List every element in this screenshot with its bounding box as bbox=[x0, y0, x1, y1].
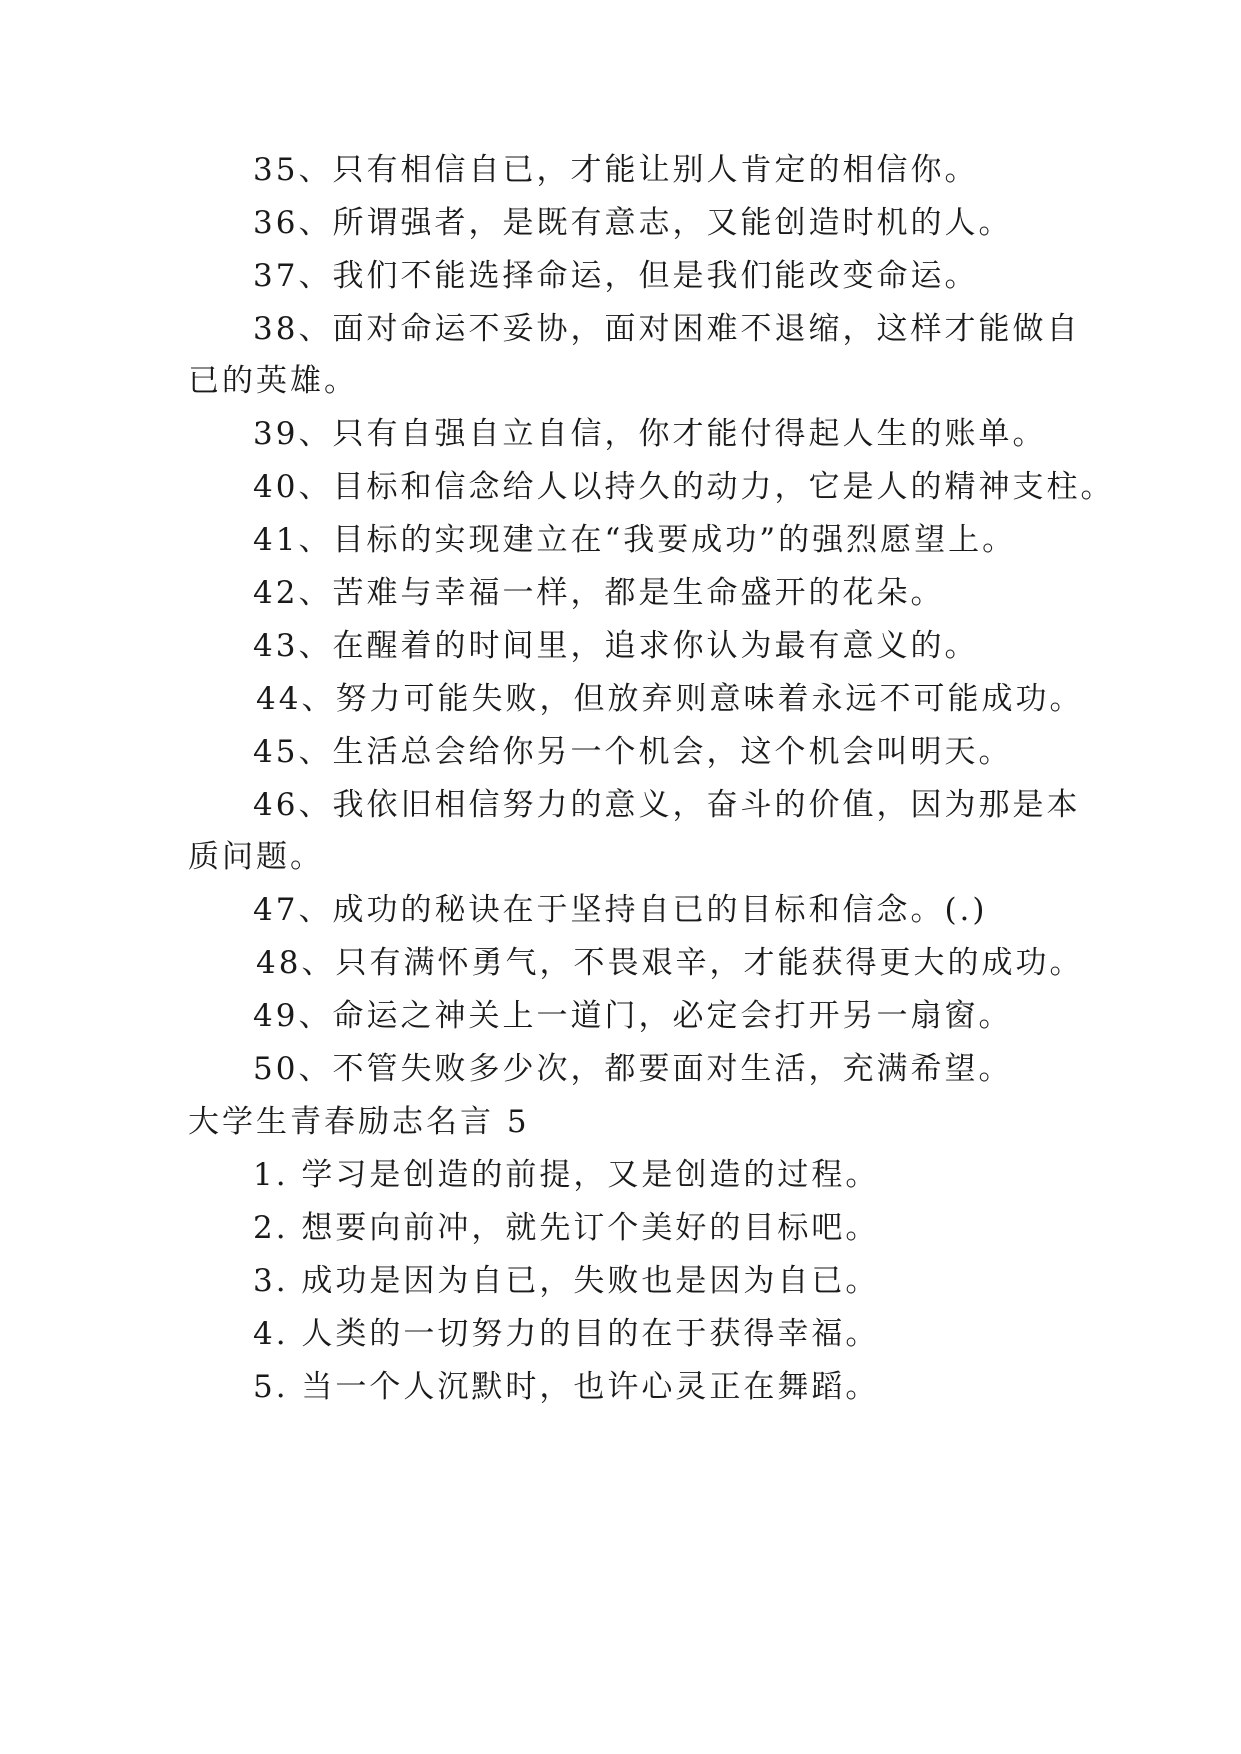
quote-36: 36、所谓强者，是既有意志，又能创造时机的人。 bbox=[253, 205, 1013, 241]
quote-45: 45、生活总会给你另一个机会，这个机会叫明天。 bbox=[253, 734, 1013, 770]
list-item: 3. 成功是因为自已，失败也是因为自已。 bbox=[253, 1263, 880, 1299]
quote-44: 44、努力可能失败，但放弃则意味着永远不可能成功。 bbox=[256, 681, 1084, 717]
quote-47: 47、成功的秘诀在于坚持自已的目标和信念。(.) bbox=[253, 892, 988, 928]
quote-38-line-2: 已的英雄。 bbox=[188, 363, 358, 399]
section-heading: 大学生青春励志名言 5 bbox=[188, 1104, 530, 1140]
quote-42: 42、苦难与幸福一样，都是生命盛开的花朵。 bbox=[253, 575, 945, 611]
quote-41: 41、目标的实现建立在“我要成功”的强烈愿望上。 bbox=[253, 522, 1017, 558]
quote-39: 39、只有自强自立自信，你才能付得起人生的账单。 bbox=[253, 416, 1047, 452]
quote-46-line-2: 质问题。 bbox=[188, 839, 324, 875]
quote-35: 35、只有相信自已，才能让别人肯定的相信你。 bbox=[253, 152, 979, 188]
quote-50: 50、不管失败多少次，都要面对生活，充满希望。 bbox=[253, 1051, 1013, 1087]
quote-49: 49、命运之神关上一道门，必定会打开另一扇窗。 bbox=[253, 998, 1013, 1034]
quote-37: 37、我们不能选择命运，但是我们能改变命运。 bbox=[253, 258, 979, 294]
list-item: 2. 想要向前冲，就先订个美好的目标吧。 bbox=[253, 1210, 880, 1246]
quote-43: 43、在醒着的时间里，追求你认为最有意义的。 bbox=[253, 628, 979, 664]
quote-38-line-1: 38、面对命运不妥协，面对困难不退缩，这样才能做自 bbox=[253, 311, 1081, 347]
quote-46-line-1: 46、我依旧相信努力的意义，奋斗的价值，因为那是本 bbox=[253, 787, 1081, 823]
list-item: 5. 当一个人沉默时，也许心灵正在舞蹈。 bbox=[253, 1369, 880, 1405]
quote-48: 48、只有满怀勇气，不畏艰辛，才能获得更大的成功。 bbox=[256, 945, 1084, 981]
quote-40: 40、目标和信念给人以持久的动力，它是人的精神支柱。 bbox=[253, 469, 1115, 505]
list-item: 4. 人类的一切努力的目的在于获得幸福。 bbox=[253, 1316, 880, 1352]
list-item: 1. 学习是创造的前提，又是创造的过程。 bbox=[253, 1157, 880, 1193]
